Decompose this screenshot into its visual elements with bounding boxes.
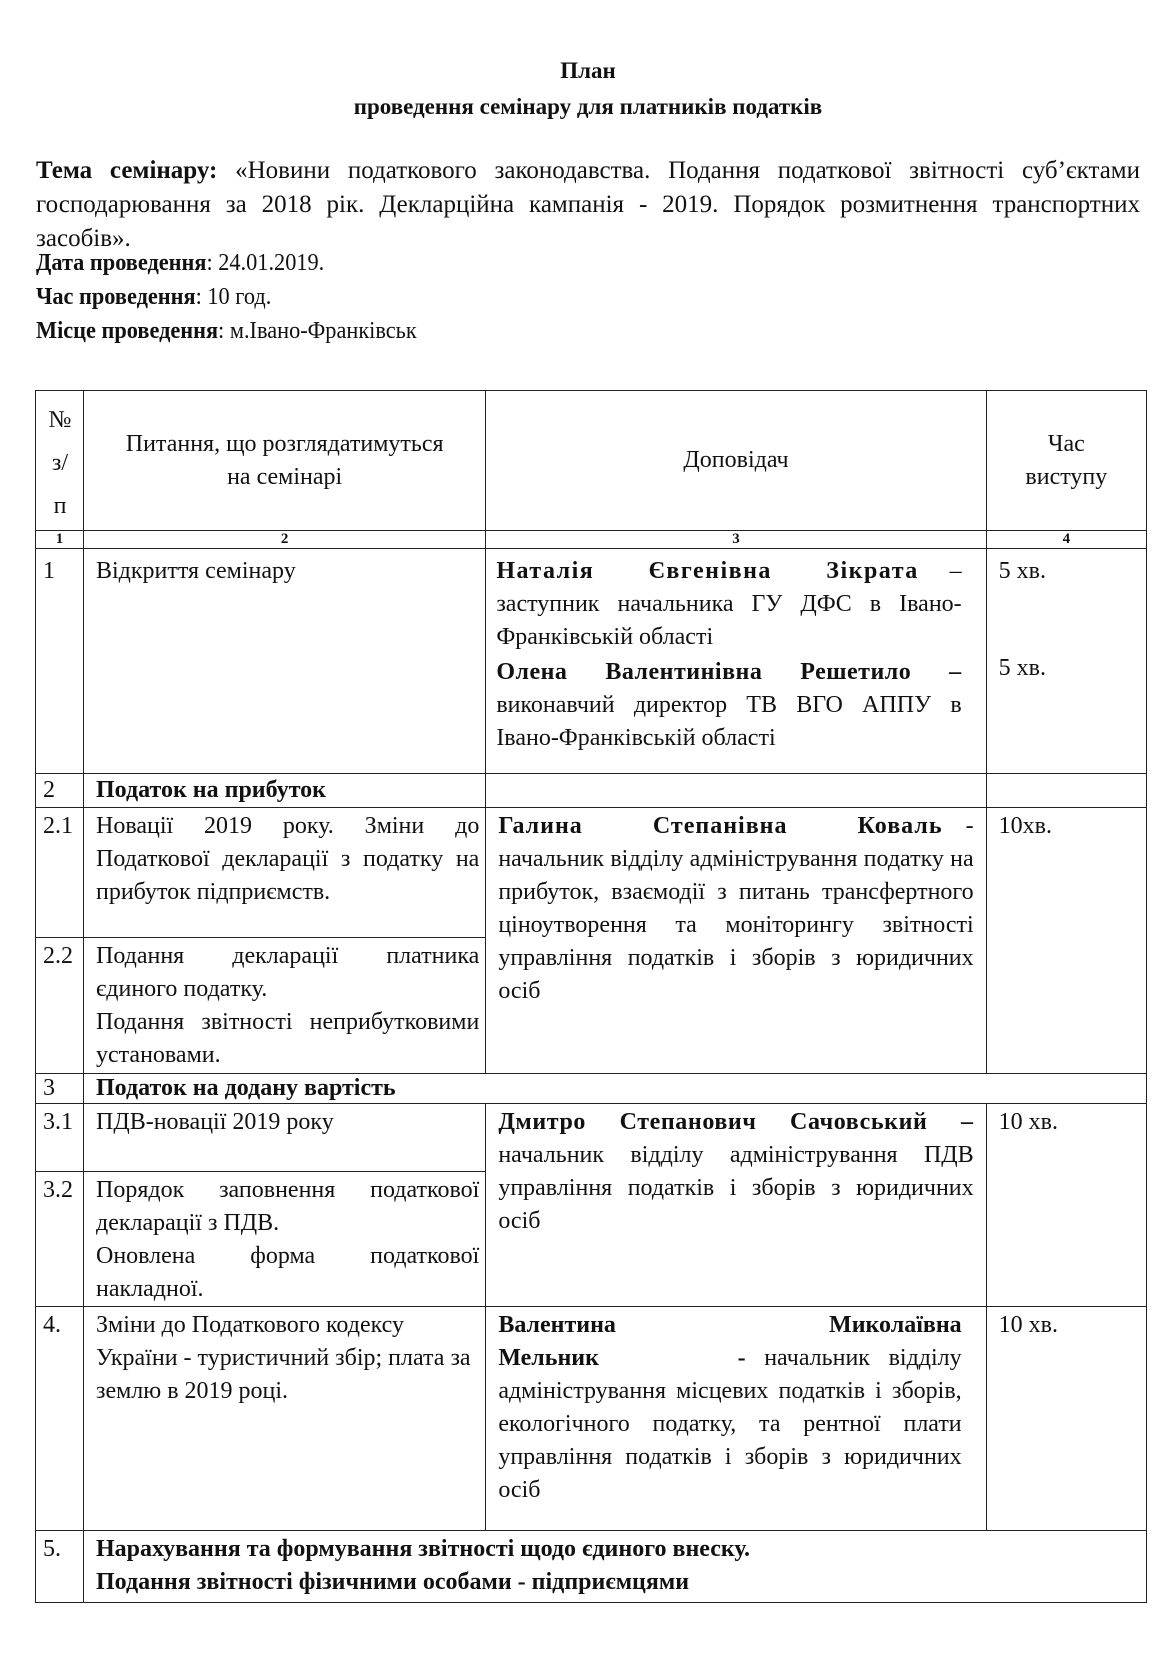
row-topic: Відкриття семінару	[83, 549, 485, 774]
speaker-name: Валентина Миколаївна Мельник -	[498, 1312, 962, 1371]
speaker-entry	[496, 656, 961, 755]
speaker-role: заступник начальника ГУ ДФС в Івано-Франківській області	[496, 591, 962, 650]
time-label: Час проведення	[36, 284, 196, 310]
date-line	[36, 250, 324, 277]
section-title-line: Подання звітності фізичними особами - підприємцями	[95, 1569, 690, 1595]
header-num-line2: з/	[51, 450, 69, 476]
speaker-time: 5 хв.	[998, 558, 1046, 584]
speaker-role: начальник відділу адміністрування податку на прибуток, взаємодії з питань трансфертного ціноутворення та моніторингу звітності управління податків і зборів з юридичних осіб	[498, 846, 974, 1004]
column-number-row	[36, 531, 1147, 549]
place-line	[36, 318, 417, 345]
row-number: 3.1	[36, 1104, 84, 1172]
col-number-1: 1	[36, 531, 84, 549]
speaker-time: 5 хв.	[998, 655, 1046, 681]
col-number-2: 2	[83, 531, 485, 549]
section-row	[36, 1531, 1147, 1603]
row-number: 3.2	[36, 1172, 84, 1307]
row-number: 2.2	[36, 938, 84, 1074]
section-title: Податок на прибуток	[83, 774, 485, 808]
section-row	[36, 1074, 1147, 1104]
section-number: 3	[36, 1074, 84, 1104]
speaker-role: виконавчий директор ТВ ВГО АППУ в Івано-Франківській області	[496, 692, 962, 751]
section-row	[36, 774, 1147, 808]
place-value: : м.Івано-Франківськ	[218, 318, 417, 344]
speaker-name: Наталія Євгенівна Зікрата	[496, 558, 919, 584]
speaker-name: Дмитро Степанович Сачовський –	[498, 1109, 974, 1135]
table-header-row	[36, 391, 1147, 531]
topic-label: Тема семінару:	[36, 157, 218, 184]
table-row	[36, 1104, 1147, 1172]
header-num-line1: №	[48, 407, 72, 433]
row-duration: 10хв.	[986, 808, 1146, 1074]
speaker-dash: -	[942, 813, 974, 839]
time-line	[36, 284, 271, 311]
section-number: 2	[36, 774, 84, 808]
empty-cell	[986, 774, 1146, 808]
row-number: 1	[36, 549, 84, 774]
topic-line: Подання декларації платника єдиного податку.	[95, 943, 480, 1002]
date-label: Дата проведення	[36, 250, 207, 276]
row-topic	[83, 938, 485, 1074]
header-topic: Питання, що розглядатимуться на семінарі	[83, 391, 485, 531]
section-title	[83, 1531, 1146, 1603]
table-row	[36, 549, 1147, 774]
speaker-name: Олена Валентинівна Решетило –	[496, 659, 962, 685]
row-number: 4.	[36, 1307, 84, 1531]
row-speakers	[486, 549, 986, 774]
row-topic: ПДВ-новації 2019 року	[83, 1104, 485, 1172]
page-subtitle: проведення семінару для платників податків	[353, 94, 823, 119]
speaker-dash: –	[918, 558, 962, 584]
header-num	[36, 391, 84, 531]
table-row	[36, 808, 1147, 938]
row-number: 2.1	[36, 808, 84, 938]
speaker-name: Галина Степанівна Коваль	[498, 813, 943, 839]
time-value: : 10 год.	[195, 284, 272, 310]
seminar-topic	[36, 154, 1140, 256]
date-value: : 24.01.2019.	[206, 250, 325, 276]
row-speaker	[486, 1307, 986, 1531]
row-duration	[986, 549, 1146, 774]
row-duration: 10 хв.	[986, 1307, 1146, 1531]
row-topic	[83, 1172, 485, 1307]
row-topic: Зміни до Податкового кодексу України - туристичний збір; плата за землю в 2019 році.	[83, 1307, 485, 1531]
header-num-line3: п	[53, 493, 67, 519]
section-number: 5.	[36, 1531, 84, 1603]
topic-line: Порядок заповнення податкової декларації з ПДВ.	[95, 1177, 480, 1236]
topic-line: Подання звітності неприбутковими установами.	[95, 1009, 480, 1068]
speaker-entry	[496, 555, 961, 654]
topic-line: Оновлена форма податкової накладної.	[95, 1243, 480, 1302]
section-title-line: Нарахування та формування звітності щодо єдиного внеску.	[95, 1536, 750, 1562]
place-label: Місце проведення	[36, 318, 219, 344]
row-duration: 10 хв.	[986, 1104, 1146, 1307]
topic-text: «Новини податкового законодавства. Подання податкової звітності суб’єктами господарювання за 2018 рік. Декларційна кампанія - 2019. Порядок розмитнення транспортних засобів».	[36, 157, 1141, 252]
seminar-plan-table	[35, 390, 1147, 1603]
empty-cell	[486, 774, 986, 808]
header-speaker: Доповідач	[486, 391, 986, 531]
page-title: План	[560, 58, 616, 83]
row-speaker	[486, 1104, 986, 1307]
section-title: Податок на додану вартість	[83, 1074, 1146, 1104]
speaker-role: начальник відділу адміністрування ПДВ управління податків і зборів з юридичних осіб	[498, 1142, 974, 1234]
speaker-role: начальник відділу адміністрування місцевих податків і зборів, екологічного податку, та рентної плати управління податків і зборів з юридичних осіб	[498, 1345, 962, 1503]
col-number-4: 4	[986, 531, 1146, 549]
header-duration: Час виступу	[986, 391, 1146, 531]
table-row	[36, 1307, 1147, 1531]
col-number-3: 3	[486, 531, 986, 549]
row-speaker	[486, 808, 986, 1074]
row-topic: Новації 2019 року. Зміни до Податкової декларації з податку на прибуток підприємств.	[83, 808, 485, 938]
